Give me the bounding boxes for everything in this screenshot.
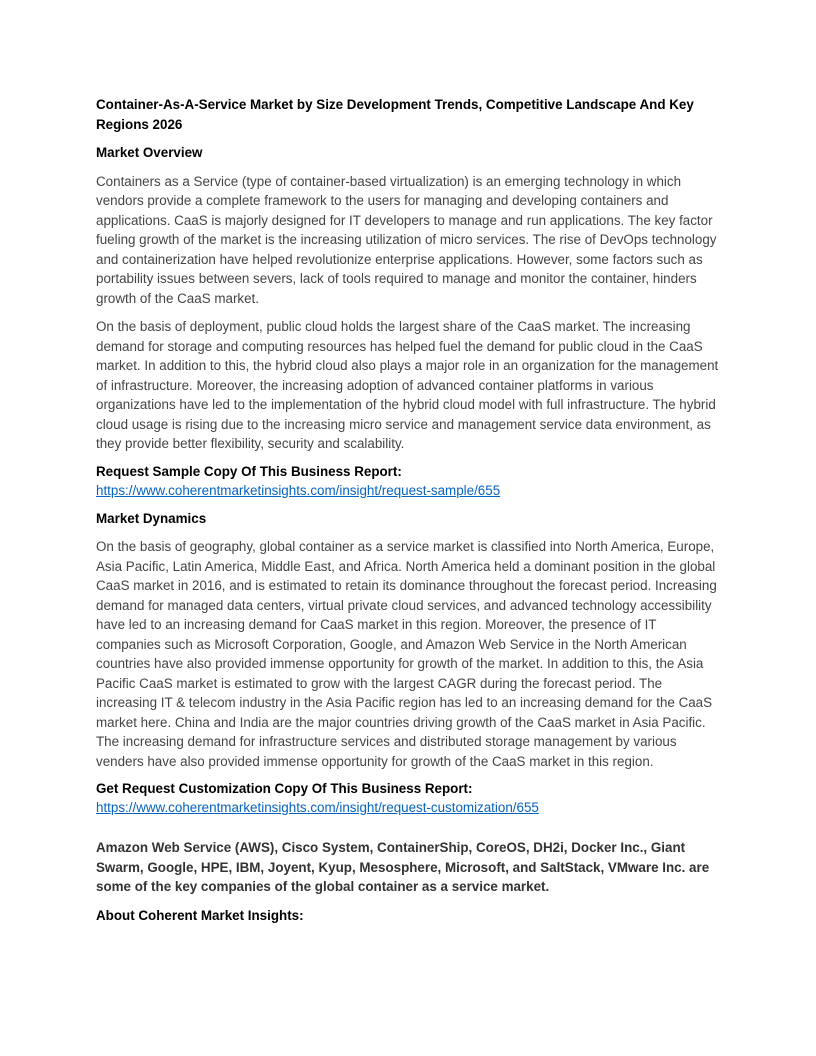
sample-request-label: Request Sample Copy Of This Business Report: (96, 463, 402, 479)
key-companies-paragraph: Amazon Web Service (AWS), Cisco System, ContainerShip, CoreOS, DH2i, Docker Inc., Giant Swarm, Google, HPE, IBM, Joyent, Kyup, Mesosphere, Microsoft, and SaltStack, VMware Inc. are some of the key companies of the global container as a service market. (96, 840, 710, 894)
market-overview-heading: Market Overview (96, 145, 203, 160)
document-page (96, 95, 722, 934)
overview-paragraph-2: On the basis of deployment, public cloud holds the largest share of the CaaS market. The increasing demand for storage and computing resources has helped fuel the demand for public cloud in the CaaS market. In addition to this, the hybrid cloud also plays a major role in an organization for the management of infrastructure. Moreover, the increasing adoption of advanced container platforms in various organizations have led to the implementation of the hybrid cloud model with full infrastructure. The hybrid cloud usage is rising due to the increasing micro service and management service data environment, as they provide better flexibility, security and scalability. (96, 319, 719, 451)
customization-request-label: Get Request Customization Copy Of This Business Report: (96, 781, 473, 796)
about-heading: About Coherent Market Insights: (96, 907, 304, 923)
overview-paragraph-1: Containers as a Service (type of container-based virtualization) is an emerging technology in which vendors provide a complete framework to the users for managing and developing containers and applications. CaaS is majorly designed for IT developers to manage and run applications. The key factor fueling growth of the market is the increasing utilization of micro services. The rise of DevOps technology and containerization have helped revolutionize enterprise applications. However, some factors such as portability issues between severs, lack of tools required to manage and monitor the container, hinders growth of the CaaS market. (96, 173, 717, 306)
dynamics-paragraph: On the basis of geography, global container as a service market is classified into North America, Europe, Asia Pacific, Latin America, Middle East, and Africa. North America held a dominant position in the global CaaS market in 2016, and is estimated to retain its dominance throughout the forecast period. Increasing demand for managed data centers, virtual private cloud services, and advanced technology accessibility have led to an increasing demand for CaaS market in this region. Moreover, the presence of IT companies such as Microsoft Corporation, Google, and Amazon Web Service in the North American countries have also provided immense opportunity for growth of the market. In addition to this, the Asia Pacific CaaS market is estimated to grow with the largest CAGR during the forecast period. The increasing IT & telecom industry in the Asia Pacific region has led to an increasing demand for the CaaS market here. China and India are the major countries driving growth of the CaaS market in Asia Pacific. The increasing demand for infrastructure services and distributed storage management by various venders have also provided immense opportunity for growth of the CaaS market in this region. (96, 539, 717, 769)
sample-request-link[interactable]: https://www.coherentmarketinsights.com/insight/request-sample/655 (96, 482, 501, 498)
document-title: Container-As-A-Service Market by Size Development Trends, Competitive Landscape And Key Regions 2026 (96, 97, 694, 132)
market-dynamics-heading: Market Dynamics (96, 510, 207, 526)
spacer (96, 826, 722, 838)
customization-request-link[interactable]: https://www.coherentmarketinsights.com/insight/request-customization/655 (96, 800, 539, 815)
